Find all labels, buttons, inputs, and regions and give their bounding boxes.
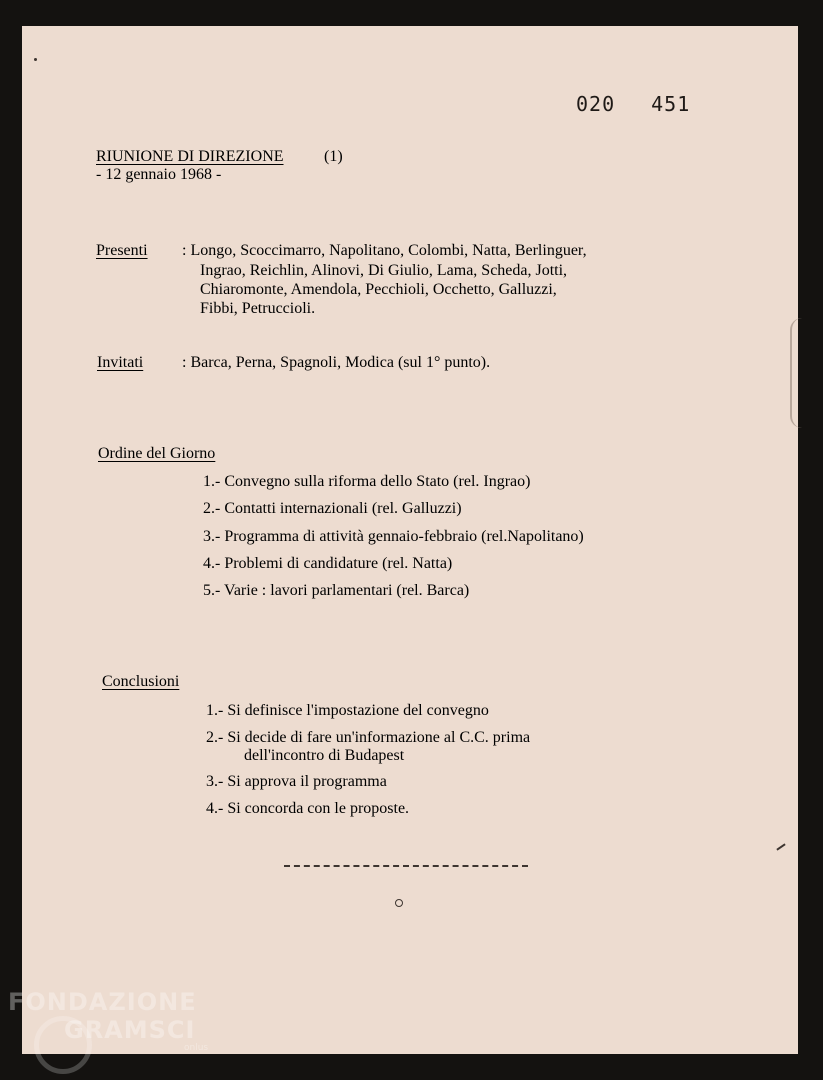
presenti-line: : Longo, Scoccimarro, Napolitano, Colombi, Natta, Berlinguer, [182, 242, 587, 259]
end-mark [395, 899, 403, 907]
dashed-separator [284, 865, 528, 867]
presenti-line: Fibbi, Petruccioli. [200, 300, 316, 317]
ordine-item: 1.- Convegno sulla riforma dello Stato (rel. Ingrao) [203, 473, 531, 490]
presenti-line: Ingrao, Reichlin, Alinovi, Di Giulio, Lama, Scheda, Jotti, [200, 262, 568, 279]
presenti-line: Chiaromonte, Amendola, Pecchioli, Occhetto, Galluzzi, [200, 281, 557, 298]
ordine-item: 2.- Contatti internazionali (rel. Galluzzi) [203, 500, 462, 517]
conclusioni-heading: Conclusioni [102, 673, 180, 690]
paper-clip-impression [790, 318, 804, 428]
conclusioni-item: 3.- Si approva il programma [206, 773, 387, 790]
meeting-title-note: (1) [324, 148, 343, 165]
document-number-part-2: 451 [651, 92, 691, 116]
document-number-part-1: 020 [576, 92, 616, 116]
invitati-label: Invitati [97, 354, 144, 371]
watermark-line-2: GRAMSCI [64, 1016, 196, 1044]
margin-mark [34, 58, 37, 61]
presenti-label: Presenti [96, 242, 148, 259]
ordine-item: 4.- Problemi di candidature (rel. Natta) [203, 555, 453, 572]
meeting-title: RIUNIONE DI DIREZIONE [96, 148, 284, 165]
conclusioni-item-continuation: dell'incontro di Budapest [244, 747, 405, 764]
conclusioni-item: 1.- Si definisce l'impostazione del convegno [206, 702, 489, 719]
invitati-text: : Barca, Perna, Spagnoli, Modica (sul 1° punto). [182, 354, 491, 371]
watermark-line-1: FONDAZIONE [8, 988, 197, 1016]
document-number [576, 92, 690, 116]
ordine-item: 3.- Programma di attività gennaio-febbraio (rel.Napolitano) [203, 528, 584, 545]
ordine-heading: Ordine del Giorno [98, 445, 216, 462]
conclusioni-item: 2.- Si decide di fare un'informazione al C.C. prima [206, 729, 531, 746]
conclusioni-item: 4.- Si concorda con le proposte. [206, 800, 410, 817]
watermark [8, 990, 208, 1053]
watermark-line-3: onlus [184, 1043, 209, 1053]
ordine-item: 5.- Varie : lavori parlamentari (rel. Barca) [203, 582, 470, 599]
meeting-date: - 12 gennaio 1968 - [96, 166, 222, 183]
